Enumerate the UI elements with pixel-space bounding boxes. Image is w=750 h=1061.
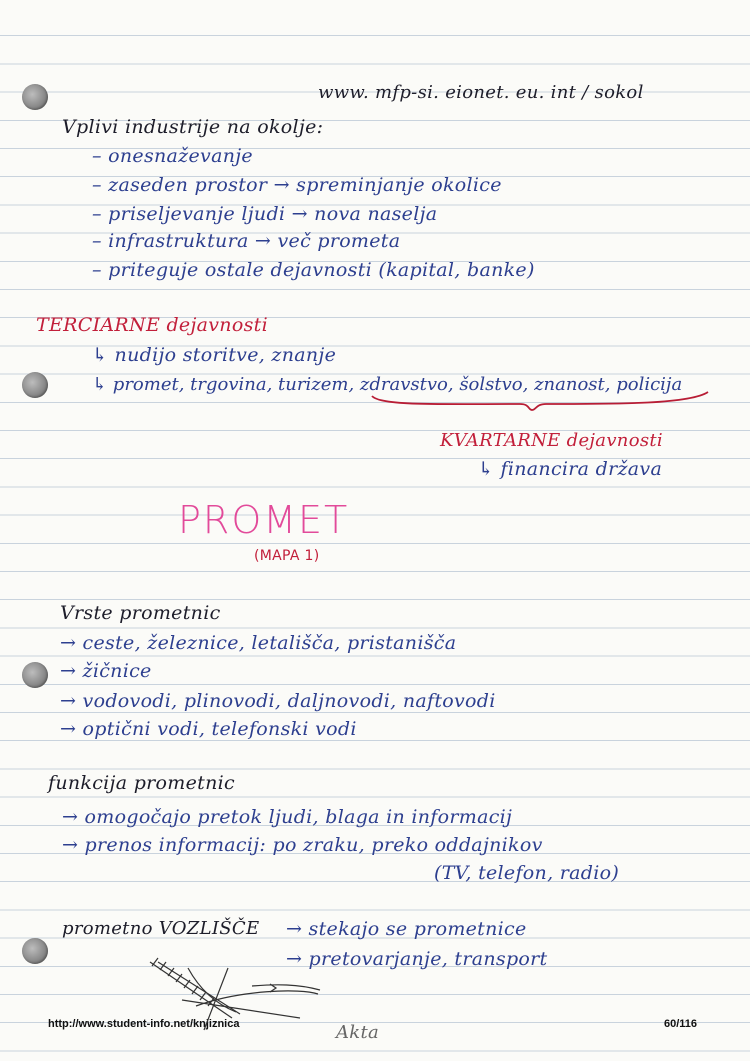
list-item: → stekajo se prometnice	[286, 918, 527, 940]
list-item: – onesnaževanje	[92, 145, 253, 167]
page-subtitle: (MAPA 1)	[254, 548, 320, 564]
list-item: (TV, telefon, radio)	[434, 862, 620, 884]
tertiary-line: ↳ promet, trgovina, turizem, zdravstvo, šolstvo, znanost, policija	[92, 374, 683, 395]
list-item: – infrastruktura → več prometa	[92, 230, 401, 252]
tertiary-heading: TERCIARNE dejavnosti	[36, 314, 268, 336]
brace-underline	[372, 392, 708, 410]
list-item: – zaseden prostor → spreminjanje okolice	[92, 174, 502, 196]
list-item: → vodovodi, plinovodi, daljnovodi, naftovodi	[60, 690, 496, 712]
list-item: → optični vodi, telefonski vodi	[60, 718, 357, 740]
page-title: PROMET	[178, 498, 350, 542]
list-item: → ceste, železnice, letališča, pristanišča	[60, 632, 457, 654]
signature: Akta	[336, 1022, 380, 1043]
list-item: → omogočajo pretok ljudi, blaga in informacij	[62, 806, 513, 828]
footer-page-number: 60/116	[664, 1018, 698, 1030]
quaternary-line: ↳ financira država	[478, 458, 663, 480]
list-item: – priteguje ostale dejavnosti (kapital, banke)	[92, 259, 535, 281]
industry-impacts-heading: Vplivi industrije na okolje:	[62, 116, 324, 138]
functions-heading: funkcija prometnic	[48, 772, 235, 794]
traffic-node-label: prometno VOZLIŠČE	[62, 918, 260, 939]
list-item: → žičnice	[60, 660, 152, 682]
url-note: www. mfp-si. eionet. eu. int / sokol	[318, 82, 644, 103]
list-item: – priseljevanje ljudi → nova naselja	[92, 203, 438, 225]
list-item: → prenos informacij: po zraku, preko oddajnikov	[62, 834, 543, 856]
footer-url: http://www.student-info.net/knjiznica	[48, 1018, 240, 1030]
quaternary-heading: KVARTARNE dejavnosti	[440, 430, 663, 451]
list-item: → pretovarjanje, transport	[286, 948, 548, 970]
types-heading: Vrste prometnic	[60, 602, 221, 624]
road-node-sketch	[150, 958, 320, 1030]
tertiary-line: ↳ nudijo storitve, znanje	[92, 344, 337, 366]
